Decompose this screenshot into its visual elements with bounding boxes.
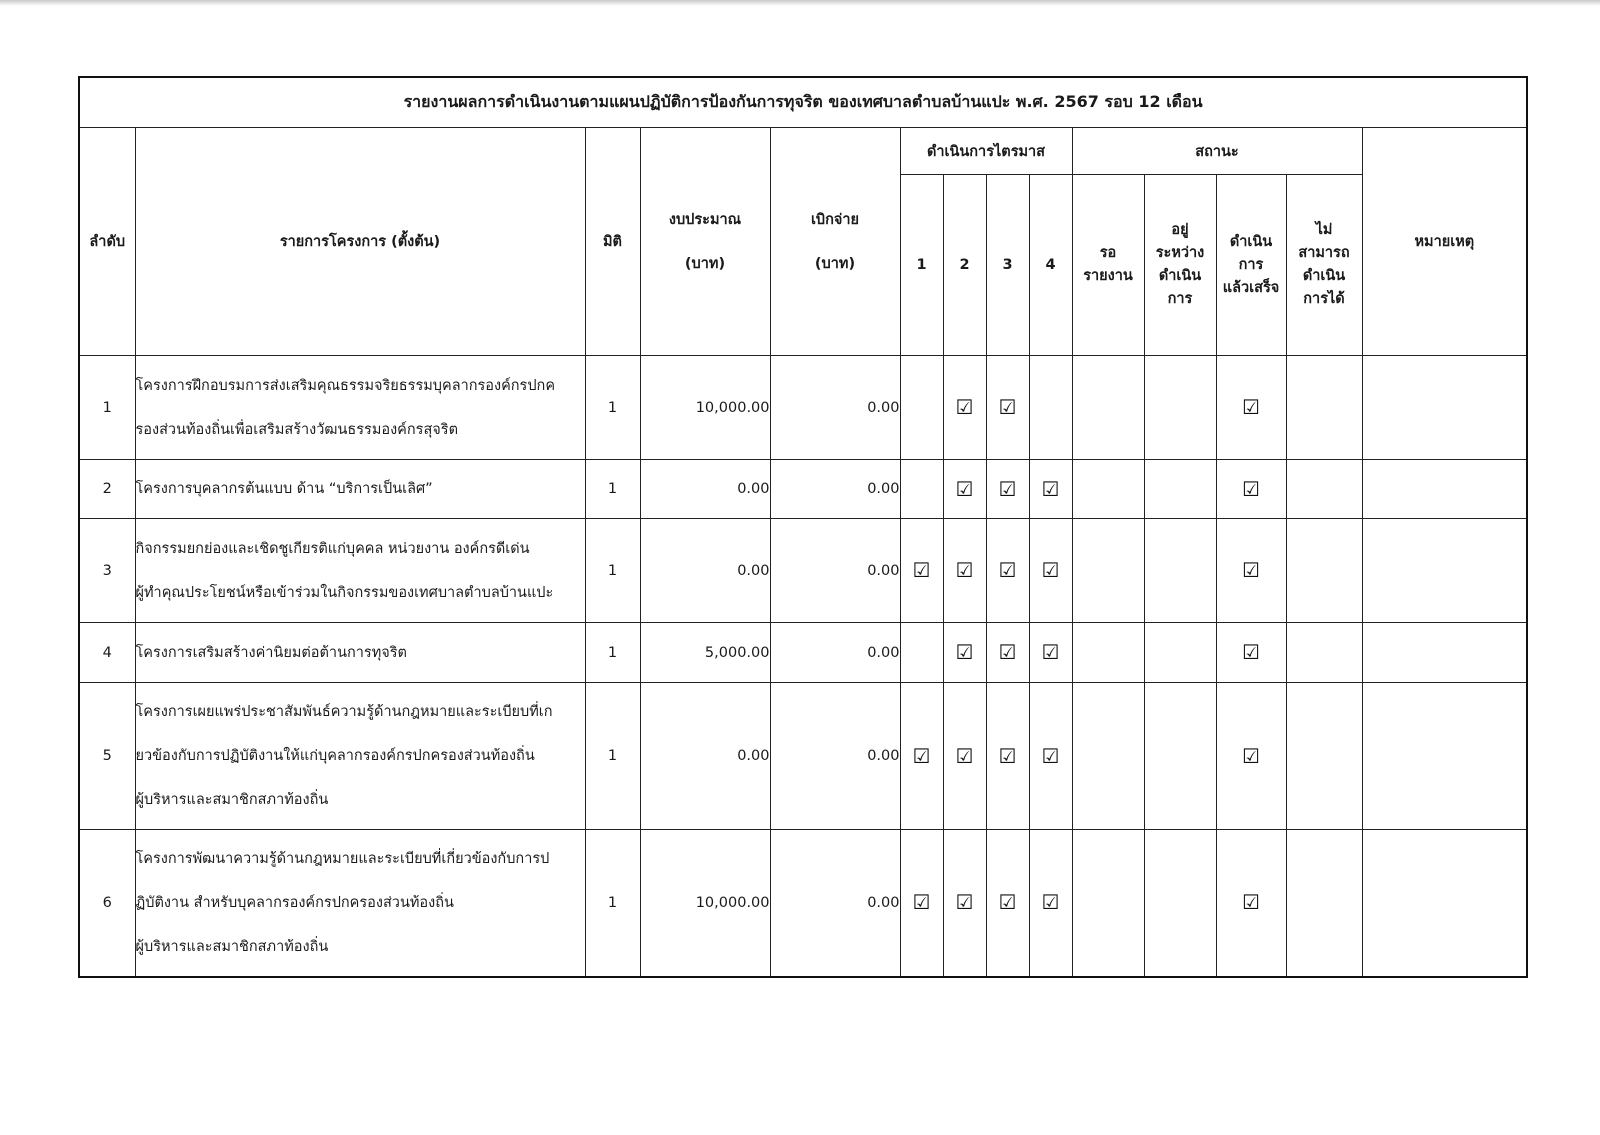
checkbox-checked-icon: ☑ <box>955 640 974 664</box>
quarter-1-cell <box>900 830 943 977</box>
remarks-cell <box>1362 356 1527 460</box>
row-number: 1 <box>79 356 135 460</box>
project-name <box>135 830 585 977</box>
project-name <box>135 356 585 460</box>
status-waiting-cell <box>1072 683 1144 830</box>
project-line: ฏิบัติงาน สำหรับบุคลากรองค์กรปกครองส่วนท้องถิ่น <box>135 894 454 911</box>
disbursed-value: 0.00 <box>770 683 900 830</box>
table-row <box>79 460 1527 519</box>
checkbox-checked-icon: ☑ <box>998 640 1017 664</box>
project-line: รองส่วนท้องถิ่นเพื่อเสริมสร้างวัฒนธรรมองค์กรสุจริต <box>135 421 458 438</box>
project-name <box>135 460 585 519</box>
row-number: 3 <box>79 519 135 623</box>
quarter-4-cell <box>1029 519 1072 623</box>
header-budget-line: (บาท) <box>684 255 726 272</box>
status-in-progress-cell <box>1144 683 1216 830</box>
quarter-1-cell <box>900 356 943 460</box>
checkbox-checked-icon: ☑ <box>1242 743 1260 768</box>
quarter-2-cell <box>943 356 986 460</box>
project-line: โครงการเผยแพร่ประชาสัมพันธ์ความรู้ด้านกฎหมายและระเบียบที่เก <box>135 704 553 720</box>
header-status-line: สามารถ <box>1298 245 1350 261</box>
row-number: 6 <box>79 830 135 977</box>
header-status-line: รอ <box>1099 245 1117 261</box>
checkbox-checked-icon: ☑ <box>955 476 974 501</box>
remarks-cell <box>1362 519 1527 623</box>
budget-value: 0.00 <box>640 460 770 519</box>
header-status-waiting <box>1072 175 1144 356</box>
disbursed-value: 0.00 <box>770 623 900 683</box>
table-row <box>79 683 1527 830</box>
header-status-in-progress <box>1144 175 1216 356</box>
project-line: กิจกรรมยกย่องและเชิดชูเกียรติแก่บุคคล หน่วยงาน องค์กรดีเด่น <box>135 540 530 557</box>
remarks-cell <box>1362 683 1527 830</box>
status-in-progress-cell <box>1144 519 1216 623</box>
checkbox-checked-icon: ☑ <box>998 395 1017 419</box>
header-quarter-group: ดำเนินการไตรมาส <box>900 128 1072 175</box>
project-line: โครงการบุคลากรต้นแบบ ด้าน “บริการเป็นเลิศ” <box>135 481 433 497</box>
checkbox-checked-icon: ☑ <box>1242 640 1260 664</box>
project-line: ผู้บริหารและสมาชิกสภาท้องถิ่น <box>135 938 329 955</box>
header-disbursed <box>770 128 900 356</box>
status-unable-cell <box>1286 460 1362 519</box>
checkbox-checked-icon: ☑ <box>1242 395 1260 419</box>
quarter-2-cell <box>943 623 986 683</box>
dimension-value: 1 <box>585 356 640 460</box>
dimension-value: 1 <box>585 683 640 830</box>
checkbox-checked-icon: ☑ <box>1041 640 1060 664</box>
table-row <box>79 356 1527 460</box>
header-status-line: ไม่ <box>1315 222 1333 238</box>
budget-value: 10,000.00 <box>640 356 770 460</box>
dimension-value: 1 <box>585 830 640 977</box>
quarter-3-cell <box>986 519 1029 623</box>
header-status-line: ระหว่าง <box>1155 245 1205 261</box>
quarter-2-cell <box>943 519 986 623</box>
status-unable-cell <box>1286 623 1362 683</box>
project-line: ี่ยวข้องกับการปฏิบัติงานให้แก่บุคลากรองค์กรปกครองส่วนท้องถิ่น <box>135 748 535 764</box>
status-done-cell <box>1216 519 1286 623</box>
quarter-2-cell <box>943 830 986 977</box>
status-waiting-cell <box>1072 830 1144 977</box>
remarks-cell <box>1362 830 1527 977</box>
quarter-4-cell <box>1029 460 1072 519</box>
header-remarks: หมายเหตุ <box>1362 128 1527 356</box>
quarter-3-cell <box>986 460 1029 519</box>
table-row <box>79 623 1527 683</box>
checkbox-checked-icon: ☑ <box>998 743 1017 768</box>
checkbox-checked-icon: ☑ <box>1242 890 1260 915</box>
checkbox-checked-icon: ☑ <box>1242 476 1260 501</box>
status-in-progress-cell <box>1144 460 1216 519</box>
header-project: รายการโครงการ (ตั้งต้น) <box>135 128 585 356</box>
header-status-line: อยู่ <box>1171 222 1189 238</box>
header-no: ลำดับ <box>79 128 135 356</box>
quarter-4-cell <box>1029 623 1072 683</box>
header-dimension: มิติ <box>585 128 640 356</box>
project-line: โครงการเสริมสร้างค่านิยมต่อต้านการทุจริต <box>135 644 407 661</box>
checkbox-checked-icon: ☑ <box>998 558 1017 582</box>
budget-value: 0.00 <box>640 683 770 830</box>
quarter-2-cell <box>943 683 986 830</box>
status-unable-cell <box>1286 683 1362 830</box>
checkbox-checked-icon: ☑ <box>1041 558 1060 582</box>
checkbox-checked-icon: ☑ <box>955 395 974 419</box>
header-quarter-4: 4 <box>1029 175 1072 356</box>
header-disbursed-line: (บาท) <box>814 255 856 272</box>
header-quarter-3: 3 <box>986 175 1029 356</box>
header-status-line: การ <box>1167 291 1193 307</box>
dimension-value: 1 <box>585 460 640 519</box>
status-done-cell <box>1216 683 1286 830</box>
header-status-done <box>1216 175 1286 356</box>
disbursed-value: 0.00 <box>770 460 900 519</box>
status-waiting-cell <box>1072 460 1144 519</box>
status-done-cell <box>1216 623 1286 683</box>
row-number: 2 <box>79 460 135 519</box>
checkbox-checked-icon: ☑ <box>912 890 931 915</box>
quarter-1-cell <box>900 623 943 683</box>
header-status-line: แล้วเสร็จ <box>1222 279 1280 296</box>
status-done-cell <box>1216 460 1286 519</box>
disbursed-value: 0.00 <box>770 519 900 623</box>
table-row <box>79 830 1527 977</box>
budget-value: 10,000.00 <box>640 830 770 977</box>
project-name <box>135 683 585 830</box>
quarter-1-cell <box>900 683 943 830</box>
quarter-4-cell <box>1029 356 1072 460</box>
quarter-3-cell <box>986 623 1029 683</box>
header-quarter-2: 2 <box>943 175 986 356</box>
quarter-1-cell <box>900 460 943 519</box>
quarter-4-cell <box>1029 830 1072 977</box>
checkbox-checked-icon: ☑ <box>1041 890 1060 915</box>
header-disbursed-line: เบิกจ่าย <box>810 211 860 228</box>
header-budget <box>640 128 770 356</box>
checkbox-checked-icon: ☑ <box>912 743 931 768</box>
dimension-value: 1 <box>585 519 640 623</box>
header-budget-line: งบประมาณ <box>668 211 742 228</box>
report-title: รายงานผลการดำเนินงานตามแผนปฏิบัติการป้องกันการทุจริต ของเทศบาลตำบลบ้านแปะ พ.ศ. 2567 รอบ 12 เดือน <box>79 77 1527 128</box>
checkbox-checked-icon: ☑ <box>1242 558 1260 582</box>
checkbox-checked-icon: ☑ <box>912 558 931 582</box>
header-status-line: รายงาน <box>1083 268 1133 284</box>
quarter-4-cell <box>1029 683 1072 830</box>
header-status-unable <box>1286 175 1362 356</box>
status-waiting-cell <box>1072 519 1144 623</box>
scan-top-edge <box>0 0 1600 6</box>
table-body <box>79 356 1527 977</box>
status-unable-cell <box>1286 519 1362 623</box>
report-sheet <box>78 76 1526 978</box>
quarter-3-cell <box>986 683 1029 830</box>
header-status-line: ดำเนิน <box>1158 268 1202 284</box>
header-quarter-1: 1 <box>900 175 943 356</box>
checkbox-checked-icon: ☑ <box>955 743 974 768</box>
quarter-2-cell <box>943 460 986 519</box>
remarks-cell <box>1362 460 1527 519</box>
quarter-1-cell <box>900 519 943 623</box>
quarter-3-cell <box>986 356 1029 460</box>
project-name <box>135 623 585 683</box>
row-number: 5 <box>79 683 135 830</box>
header-status-line: ดำเนิน <box>1229 233 1273 250</box>
status-unable-cell <box>1286 830 1362 977</box>
project-line: ผู้ทำคุณประโยชน์หรือเข้าร่วมในกิจกรรมของเทศบาลตำบลบ้านแปะ <box>135 584 554 601</box>
checkbox-checked-icon: ☑ <box>955 558 974 582</box>
status-waiting-cell <box>1072 356 1144 460</box>
checkbox-checked-icon: ☑ <box>1041 476 1060 501</box>
dimension-value: 1 <box>585 623 640 683</box>
project-line: ผู้บริหารและสมาชิกสภาท้องถิ่น <box>135 792 329 808</box>
table-row <box>79 519 1527 623</box>
header-status-line: การได้ <box>1303 291 1345 307</box>
status-in-progress-cell <box>1144 623 1216 683</box>
budget-value: 5,000.00 <box>640 623 770 683</box>
project-line: โครงการพัฒนาความรู้ด้านกฎหมายและระเบียบที่เกี่ยวข้องกับการป <box>135 850 550 867</box>
disbursed-value: 0.00 <box>770 830 900 977</box>
status-in-progress-cell <box>1144 356 1216 460</box>
checkbox-checked-icon: ☑ <box>998 476 1017 501</box>
remarks-cell <box>1362 623 1527 683</box>
status-done-cell <box>1216 356 1286 460</box>
status-in-progress-cell <box>1144 830 1216 977</box>
quarter-3-cell <box>986 830 1029 977</box>
report-table <box>78 76 1528 978</box>
row-number: 4 <box>79 623 135 683</box>
disbursed-value: 0.00 <box>770 356 900 460</box>
status-waiting-cell <box>1072 623 1144 683</box>
checkbox-checked-icon: ☑ <box>1041 743 1060 768</box>
status-unable-cell <box>1286 356 1362 460</box>
header-status-group: สถานะ <box>1072 128 1362 175</box>
header-status-line: การ <box>1238 256 1264 273</box>
status-done-cell <box>1216 830 1286 977</box>
header-status-line: ดำเนิน <box>1302 268 1346 284</box>
project-line: โครงการฝึกอบรมการส่งเสริมคุณธรรมจริยธรรมบุคลากรองค์กรปกค <box>135 377 556 394</box>
checkbox-checked-icon: ☑ <box>998 890 1017 915</box>
checkbox-checked-icon: ☑ <box>955 890 974 915</box>
project-name <box>135 519 585 623</box>
budget-value: 0.00 <box>640 519 770 623</box>
